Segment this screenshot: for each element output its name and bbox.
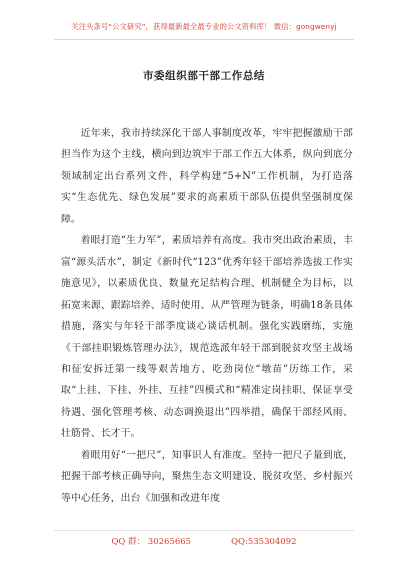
footer-divider <box>54 530 354 531</box>
paragraph-assessment: 着眼用好“一把尺”，知事识人有准度。坚持一把尺子量到底，把握干部考核正确导向，聚焦生态文明建设、脱贫攻坚、乡村振兴等中心任务，出台《加强和改进年度 <box>61 449 353 504</box>
document-title: 市委组织部干部工作总结 <box>142 70 266 82</box>
footer-qq-group: QQ 群： 30265665 <box>111 537 192 547</box>
paragraph-talent-training: 着眼打造“生力军”，素质培养有高度。我市突出政治素质，丰富“源头活水”，制定《新时代“123”优秀年轻干部培养选拔工作实施意见》，以素质优良、数量充足结构合理、机制健全为目标，以拓宽来源、跟踪培养、适时使用、从严管理为链条，明确18条具体措施，落实与年轻干部季度谈心谈话机制。强化实践磨练，实施《干部挂职锻炼管理办法》，规范选派年轻干部到脱贫攻坚主战场和征安拆迁第一线等艰苦地方、吃劲岗位“墩苗”历练工作，采取“上挂、下挂、外挂、互挂”四模式和“精准定岗挂职、保证享受待遇、强化管理考核、动态调换退出”四举措，确保干部经风雨、壮筋骨、长才干。 <box>61 235 353 440</box>
document-body <box>61 123 353 509</box>
paragraph-intro: 近年来，我市持续深化干部人事制度改革，牢牢把握激励干部担当作为这个主线，横向到边筑牢干部工作五大体系，纵向到底分领域制定出台系列文件，科学构建“5+N”工作机制，为打造落实“生态优先、绿色发展”要求的高素质干部队伍提供坚强制度保障。 <box>61 128 353 225</box>
header-banner: 关注头条号“公文研究”，获得最新最全最专业的公文资料库！ 微信：gongwenyj <box>71 22 337 31</box>
header-divider <box>54 39 354 40</box>
footer-qq-number: QQ:535304092 <box>231 537 297 547</box>
footer-contact <box>0 535 408 547</box>
